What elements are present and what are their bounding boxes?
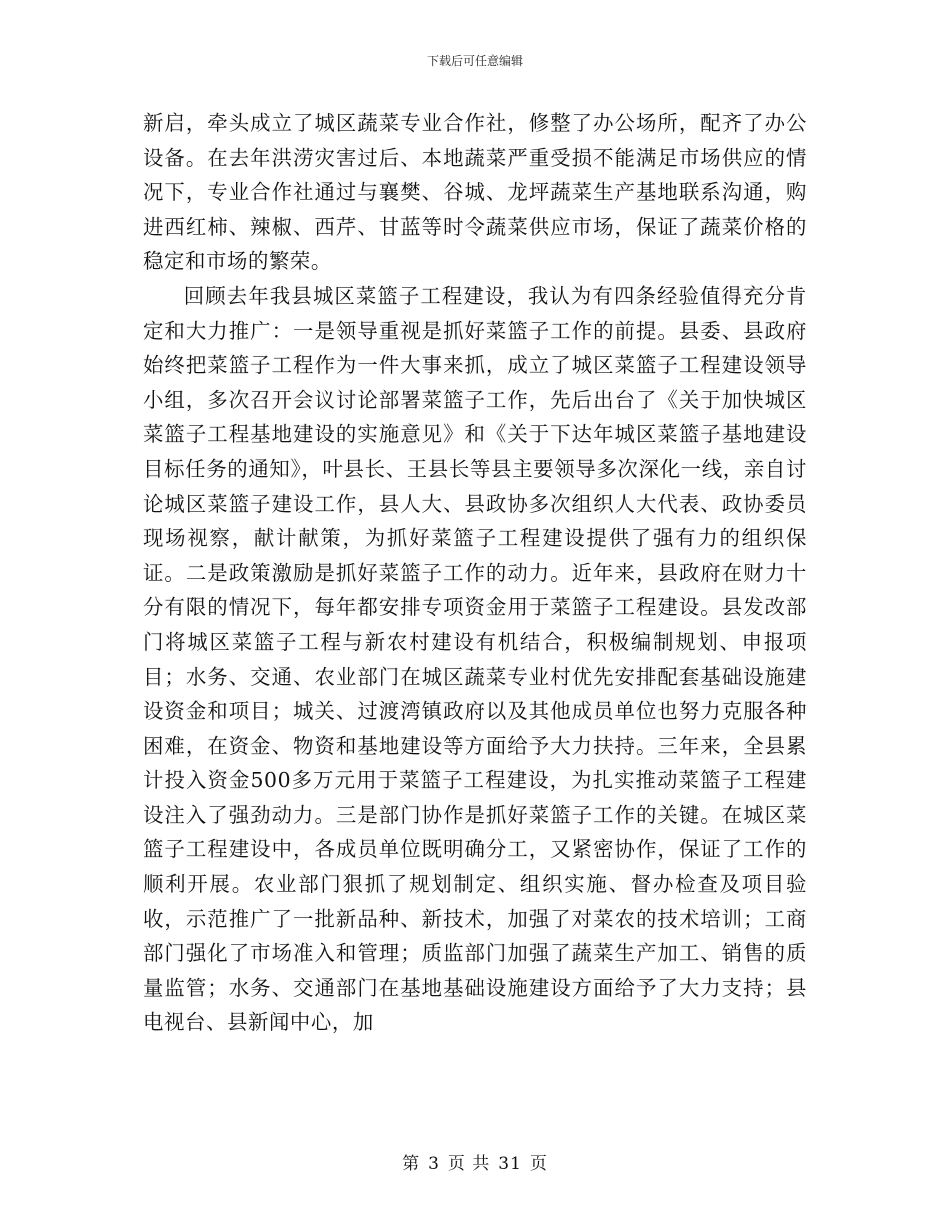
footer-page-number: 3 [428, 1154, 440, 1174]
document-body [143, 106, 807, 1040]
footer-suffix: 页 [529, 1154, 548, 1174]
paragraph-continuation: 新启，牵头成立了城区蔬菜专业合作社，修整了办公场所，配齐了办公设备。在去年洪涝灾害过后、本地蔬菜严重受损不能满足市场供应的情况下，专业合作社通过与襄樊、谷城、龙坪蔬菜生产基地联系沟通，购进西红柿、辣椒、西芹、甘蓝等时令蔬菜供应市场，保证了蔬菜价格的稳定和市场的繁荣。 [143, 111, 807, 274]
page-footer [0, 1153, 950, 1175]
footer-prefix: 第 [402, 1154, 421, 1174]
paragraph-review: 回顾去年我县城区菜篮子工程建设，我认为有四条经验值得充分肯定和大力推广：一是领导重视是抓好菜篮子工作的前提。县委、县政府始终把菜篮子工程作为一件大事来抓，成立了城区菜篮子工程建设领导小组，多次召开会议讨论部署菜篮子工作，先后出台了《关于加快城区菜篮子工程基地建设的实施意见》和《关于下达年城区菜篮子基地建设目标任务的通知》，叶县长、王县长等县主要领导多次深化一线，亲自讨论城区菜篮子建设工作，县人大、县政协多次组织人大代表、政协委员现场视察，献计献策，为抓好菜篮子工程建设提供了强有力的组织保证。二是政策激励是抓好菜篮子工作的动力。近年来，县政府在财力十分有限的情况下，每年都安排专项资金用于菜篮子工程建设。县发改部门将城区菜篮子工程与新农村建设有机结合，积极编制规划、申报项目；水务、交通、农业部门在城区蔬菜专业村优先安排配套基础设施建设资金和项目；城关、过渡湾镇政府以及其他成员单位也努力克服各种困难，在资金、物资和基地建设等方面给予大力扶持。三年来，全县累计投入资金500多万元用于菜篮子工程建设，为扎实推动菜篮子工程建设注入了强劲动力。三是部门协作是抓好菜篮子工作的关键。在城区菜篮子工程建设中，各成员单位既明确分工，又紧密协作，保证了工作的顺利开展。农业部门狠抓了规划制定、组织实施、督办检查及项目验收，示范推广了一批新品种、新技术，加强了对菜农的技术培训；工商部门强化了市场准入和管理；质监部门加强了蔬菜生产加工、销售的质量监管；水务、交通部门在基地基础设施建设方面给予了大力支持；县电视台、县新闻中心，加 [143, 283, 807, 1035]
footer-total-pages: 31 [498, 1154, 522, 1174]
footer-middle: 页 共 [447, 1154, 491, 1174]
page-header: 下载后可任意编辑 [426, 54, 523, 68]
